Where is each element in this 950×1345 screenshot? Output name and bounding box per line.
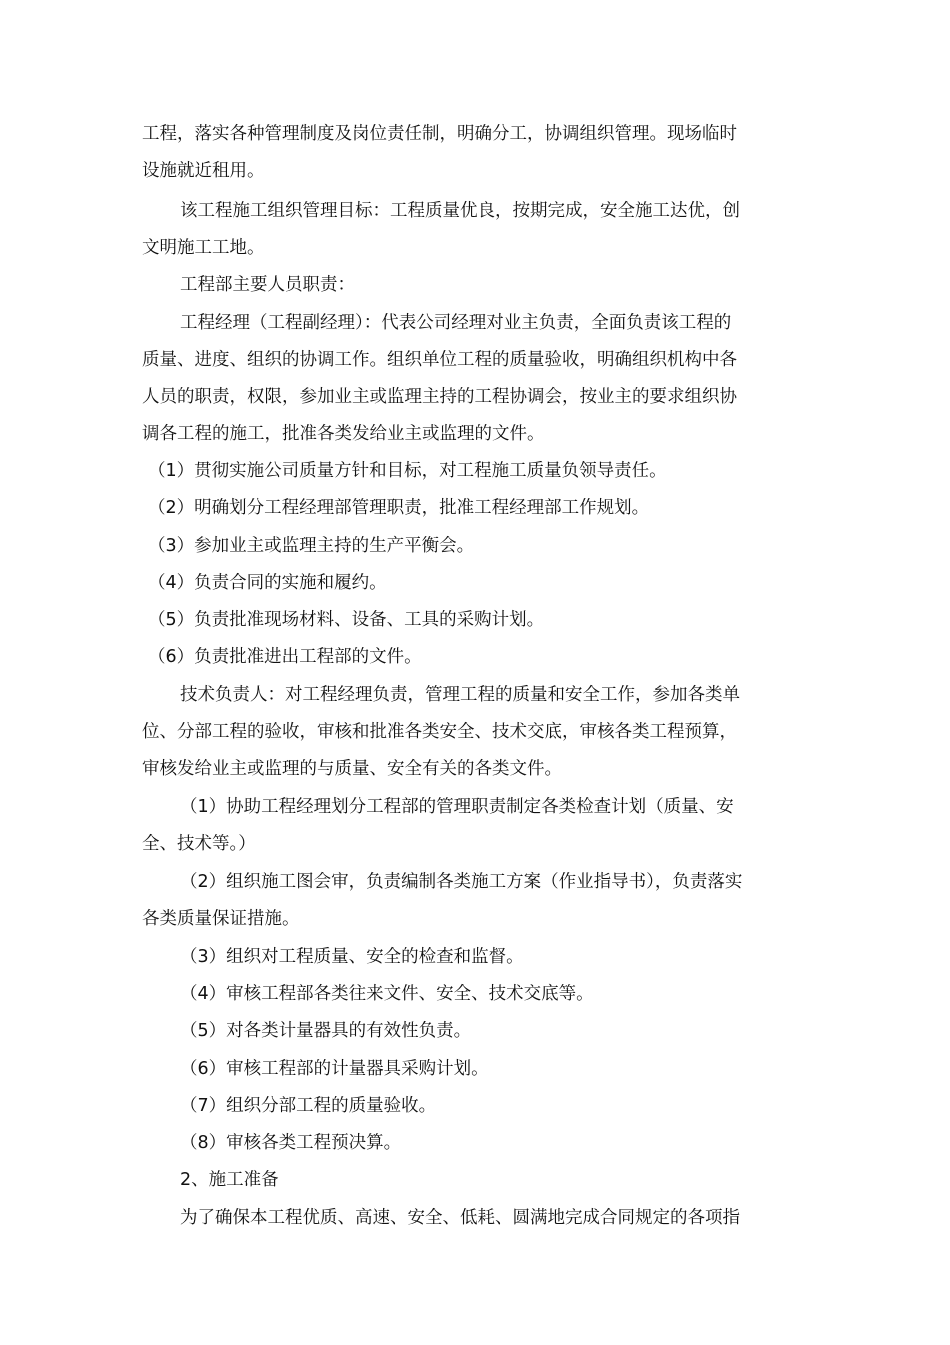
list-item: （2）组织施工图会审，负责编制各类施工方案（作业指导书），负责落实 [180,872,743,892]
list-item: （7）组织分部工程的质量验收。 [180,1096,437,1116]
paragraph-line: 为了确保本工程优质、高速、安全、低耗、圆满地完成合同规定的各项指 [180,1208,740,1228]
list-item-continuation: 各类质量保证措施。 [142,909,300,929]
paragraph-line: 位、分部工程的验收，审核和批准各类安全、技术交底，审核各类工程预算， [142,722,737,742]
section-heading: 工程部主要人员职责： [180,275,355,295]
paragraph-line: 该工程施工组织管理目标：工程质量优良，按期完成，安全施工达优，创 [180,201,740,221]
list-item: （5）负责批准现场材料、设备、工具的采购计划。 [148,610,545,630]
list-item: （1）协助工程经理划分工程部的管理职责制定各类检查计划（质量、安 [180,797,734,817]
list-item: （6）负责批准进出工程部的文件。 [148,647,422,667]
paragraph-line: 质量、进度、组织的协调工作。组织单位工程的质量验收，明确组织机构中各 [142,350,737,370]
paragraph-line: 审核发给业主或监理的与质量、安全有关的各类文件。 [142,759,562,779]
list-item: （4）审核工程部各类往来文件、安全、技术交底等。 [180,984,594,1004]
paragraph-line: 人员的职责，权限，参加业主或监理主持的工程协调会，按业主的要求组织协 [142,387,737,407]
list-item: （2）明确划分工程经理部管理职责，批准工程经理部工作规划。 [148,498,650,518]
list-item-continuation: 全、技术等。） [142,834,256,854]
paragraph-line: 工程经理（工程副经理）：代表公司经理对业主负责，全面负责该工程的 [180,313,732,333]
paragraph-line: 设施就近租用。 [142,161,265,181]
list-item: （4）负责合同的实施和履约。 [148,573,387,593]
list-item: （3）参加业主或监理主持的生产平衡会。 [148,536,475,556]
paragraph-line: 调各工程的施工，批准各类发给业主或监理的文件。 [142,424,545,444]
paragraph-line: 文明施工工地。 [142,238,265,258]
list-item: （3）组织对工程质量、安全的检查和监督。 [180,947,524,967]
list-item: （6）审核工程部的计量器具采购计划。 [180,1059,489,1079]
list-item: （1）贯彻实施公司质量方针和目标，对工程施工质量负领导责任。 [148,461,667,481]
paragraph-line: 技术负责人：对工程经理负责，管理工程的质量和安全工作，参加各类单 [180,685,740,705]
list-item: （8）审核各类工程预决算。 [180,1133,402,1153]
paragraph-line: 工程，落实各种管理制度及岗位责任制，明确分工，协调组织管理。现场临时 [142,124,737,144]
list-item: （5）对各类计量器具的有效性负责。 [180,1021,472,1041]
section-heading: 2、施工准备 [180,1170,279,1190]
